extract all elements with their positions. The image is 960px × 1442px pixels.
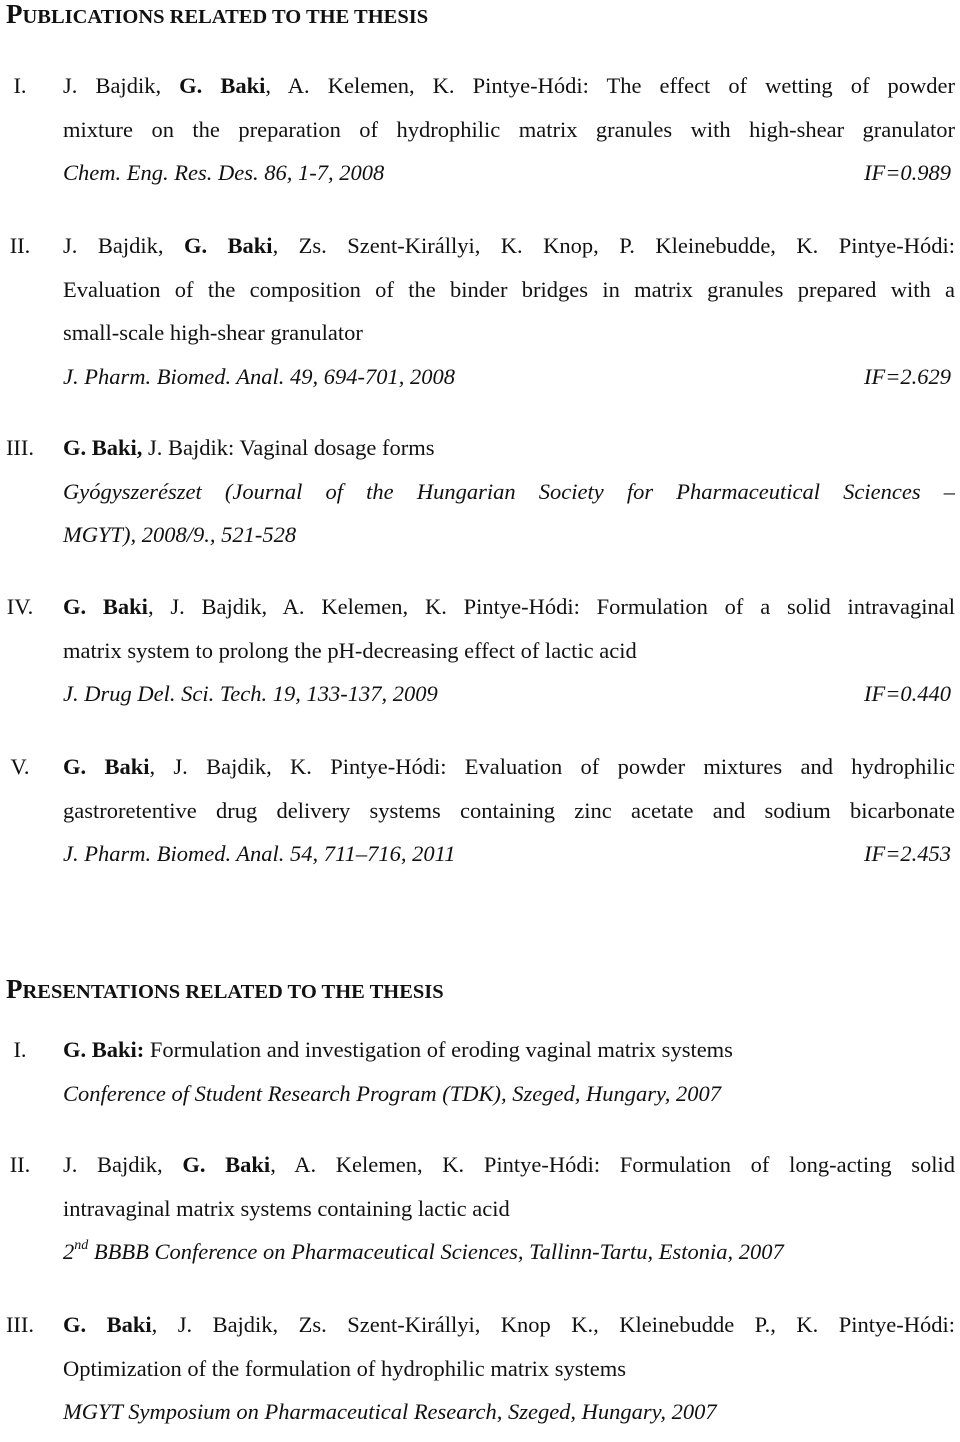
entry-title-line: intravaginal matrix systems containing lactic acid [63,1195,510,1221]
author-title-text: , J. Bajdik, Zs. Szent-Királlyi, Knop K., Kleinebudde P., K. Pintye-Hódi: [151,1312,955,1337]
entry-content [63,72,955,203]
entry-authors-line [63,753,955,781]
impact-factor: IF=0.989 [863,160,951,185]
entry-numeral: III. [5,1312,35,1337]
entry-authors-line [63,232,955,260]
entry-numeral: II. [9,233,31,258]
entry-title-line: small-scale high-shear granulator [63,320,363,345]
entry-content [63,232,955,406]
journal-citation: J. Drug Del. Sci. Tech. 19, 133-137, 2009 [63,681,438,706]
entry-title-line: mixture on the preparation of hydrophilic matrix granules with high-shear granulator [63,116,955,142]
presentations-heading-cap: P [6,974,23,1004]
author-title-text: , A. Kelemen, K. Pintye-Hódi: Formulation of long-acting solid [270,1152,955,1177]
author-title-text: J. Bajdik: Vaginal dosage forms [142,435,435,460]
author-text: , Zs. Szent-Királlyi, K. Knop, P. Kleinebudde, K. Pintye-Hódi: [272,233,955,258]
venue-text: BBBB Conference on Pharmaceutical Sciences, Tallinn-Tartu, Estonia, 2007 [88,1239,784,1264]
author-title-text: Formulation and investigation of eroding vaginal matrix systems [144,1037,733,1062]
entry-authors-line [63,72,955,100]
entry-authors-line [63,434,955,478]
journal-row [63,159,955,203]
publications-heading-cap: P [6,0,23,29]
thesis-author: G. Baki [63,594,148,619]
thesis-author: G. Baki [179,73,266,98]
impact-factor: IF=2.453 [863,841,951,866]
author-title-text: , J. Bajdik, A. Kelemen, K. Pintye-Hódi: Formulation of a solid intravaginal [147,594,955,619]
thesis-author: G. Baki [182,1152,271,1177]
entry-content [63,1036,955,1123]
entry-authors-line [63,593,955,621]
thesis-author: G. Baki: [63,1037,145,1062]
thesis-author: G. Baki [63,1312,152,1337]
author-text: J. Bajdik, [63,1152,183,1177]
entry-numeral: III. [5,435,35,460]
thesis-author: G. Baki [63,754,150,779]
entry-title-line: Evaluation of the composition of the binder bridges in matrix granules prepared with a [63,276,955,302]
impact-factor: IF=0.440 [863,681,951,706]
entry-title-line: matrix system to prolong the pH-decreasing effect of lactic acid [63,637,637,663]
impact-factor: IF=2.629 [863,363,951,389]
entry-numeral: II. [9,1152,31,1177]
journal-citation-line: Gyógyszerészet (Journal of the Hungarian Society for Pharmaceutical Sciences – [63,478,955,504]
journal-row [63,840,955,884]
author-text: J. Bajdik, [63,233,184,258]
publications-heading-rest: UBLICATIONS RELATED TO THE THESIS [22,6,429,28]
journal-citation: J. Pharm. Biomed. Anal. 49, 694-701, 2008 [63,363,456,389]
entry-numeral: V. [10,754,30,779]
entry-numeral: I. [13,73,27,98]
author-title-text: , A. Kelemen, K. Pintye-Hódi: The effect of wetting of powder [265,73,955,98]
entry-authors-line [63,1311,955,1339]
entry-title-line: Optimization of the formulation of hydrophilic matrix systems [63,1355,627,1381]
venue-line: Conference of Student Research Program (TDK), Szeged, Hungary, 2007 [63,1080,722,1106]
entry-title-line: gastroretentive drug delivery systems containing zinc acetate and sodium bicarbonate [63,797,955,823]
publications-heading [6,0,428,31]
ordinal-number: 2 [63,1239,75,1264]
presentations-heading [6,975,444,1006]
venue-line [63,1238,955,1282]
thesis-author: G. Baki, [63,435,143,460]
entry-authors-line [63,1036,955,1080]
entry-content [63,434,955,565]
journal-citation: J. Pharm. Biomed. Anal. 54, 711–716, 2011 [63,841,456,866]
entry-content [63,593,955,724]
author-text: J. Bajdik, [63,73,180,98]
entry-content [63,753,955,884]
entry-content [63,1311,955,1442]
entry-content [63,1151,955,1282]
presentations-heading-rest: RESENTATIONS RELATED TO THE THESIS [22,981,444,1003]
venue-line: MGYT Symposium on Pharmaceutical Research, Szeged, Hungary, 2007 [63,1399,717,1424]
journal-citation: Chem. Eng. Res. Des. 86, 1-7, 2008 [63,160,385,185]
ordinal-suffix: nd [74,1238,89,1253]
entry-authors-line [63,1151,955,1179]
entry-numeral: IV. [6,594,34,619]
thesis-author: G. Baki [183,233,273,258]
journal-row [63,363,955,407]
author-title-text: , J. Bajdik, K. Pintye-Hódi: Evaluation of powder mixtures and hydrophilic [149,754,955,779]
journal-row [63,680,955,724]
entry-numeral: I. [13,1037,27,1062]
journal-citation-line: MGYT), 2008/9., 521-528 [63,522,297,547]
